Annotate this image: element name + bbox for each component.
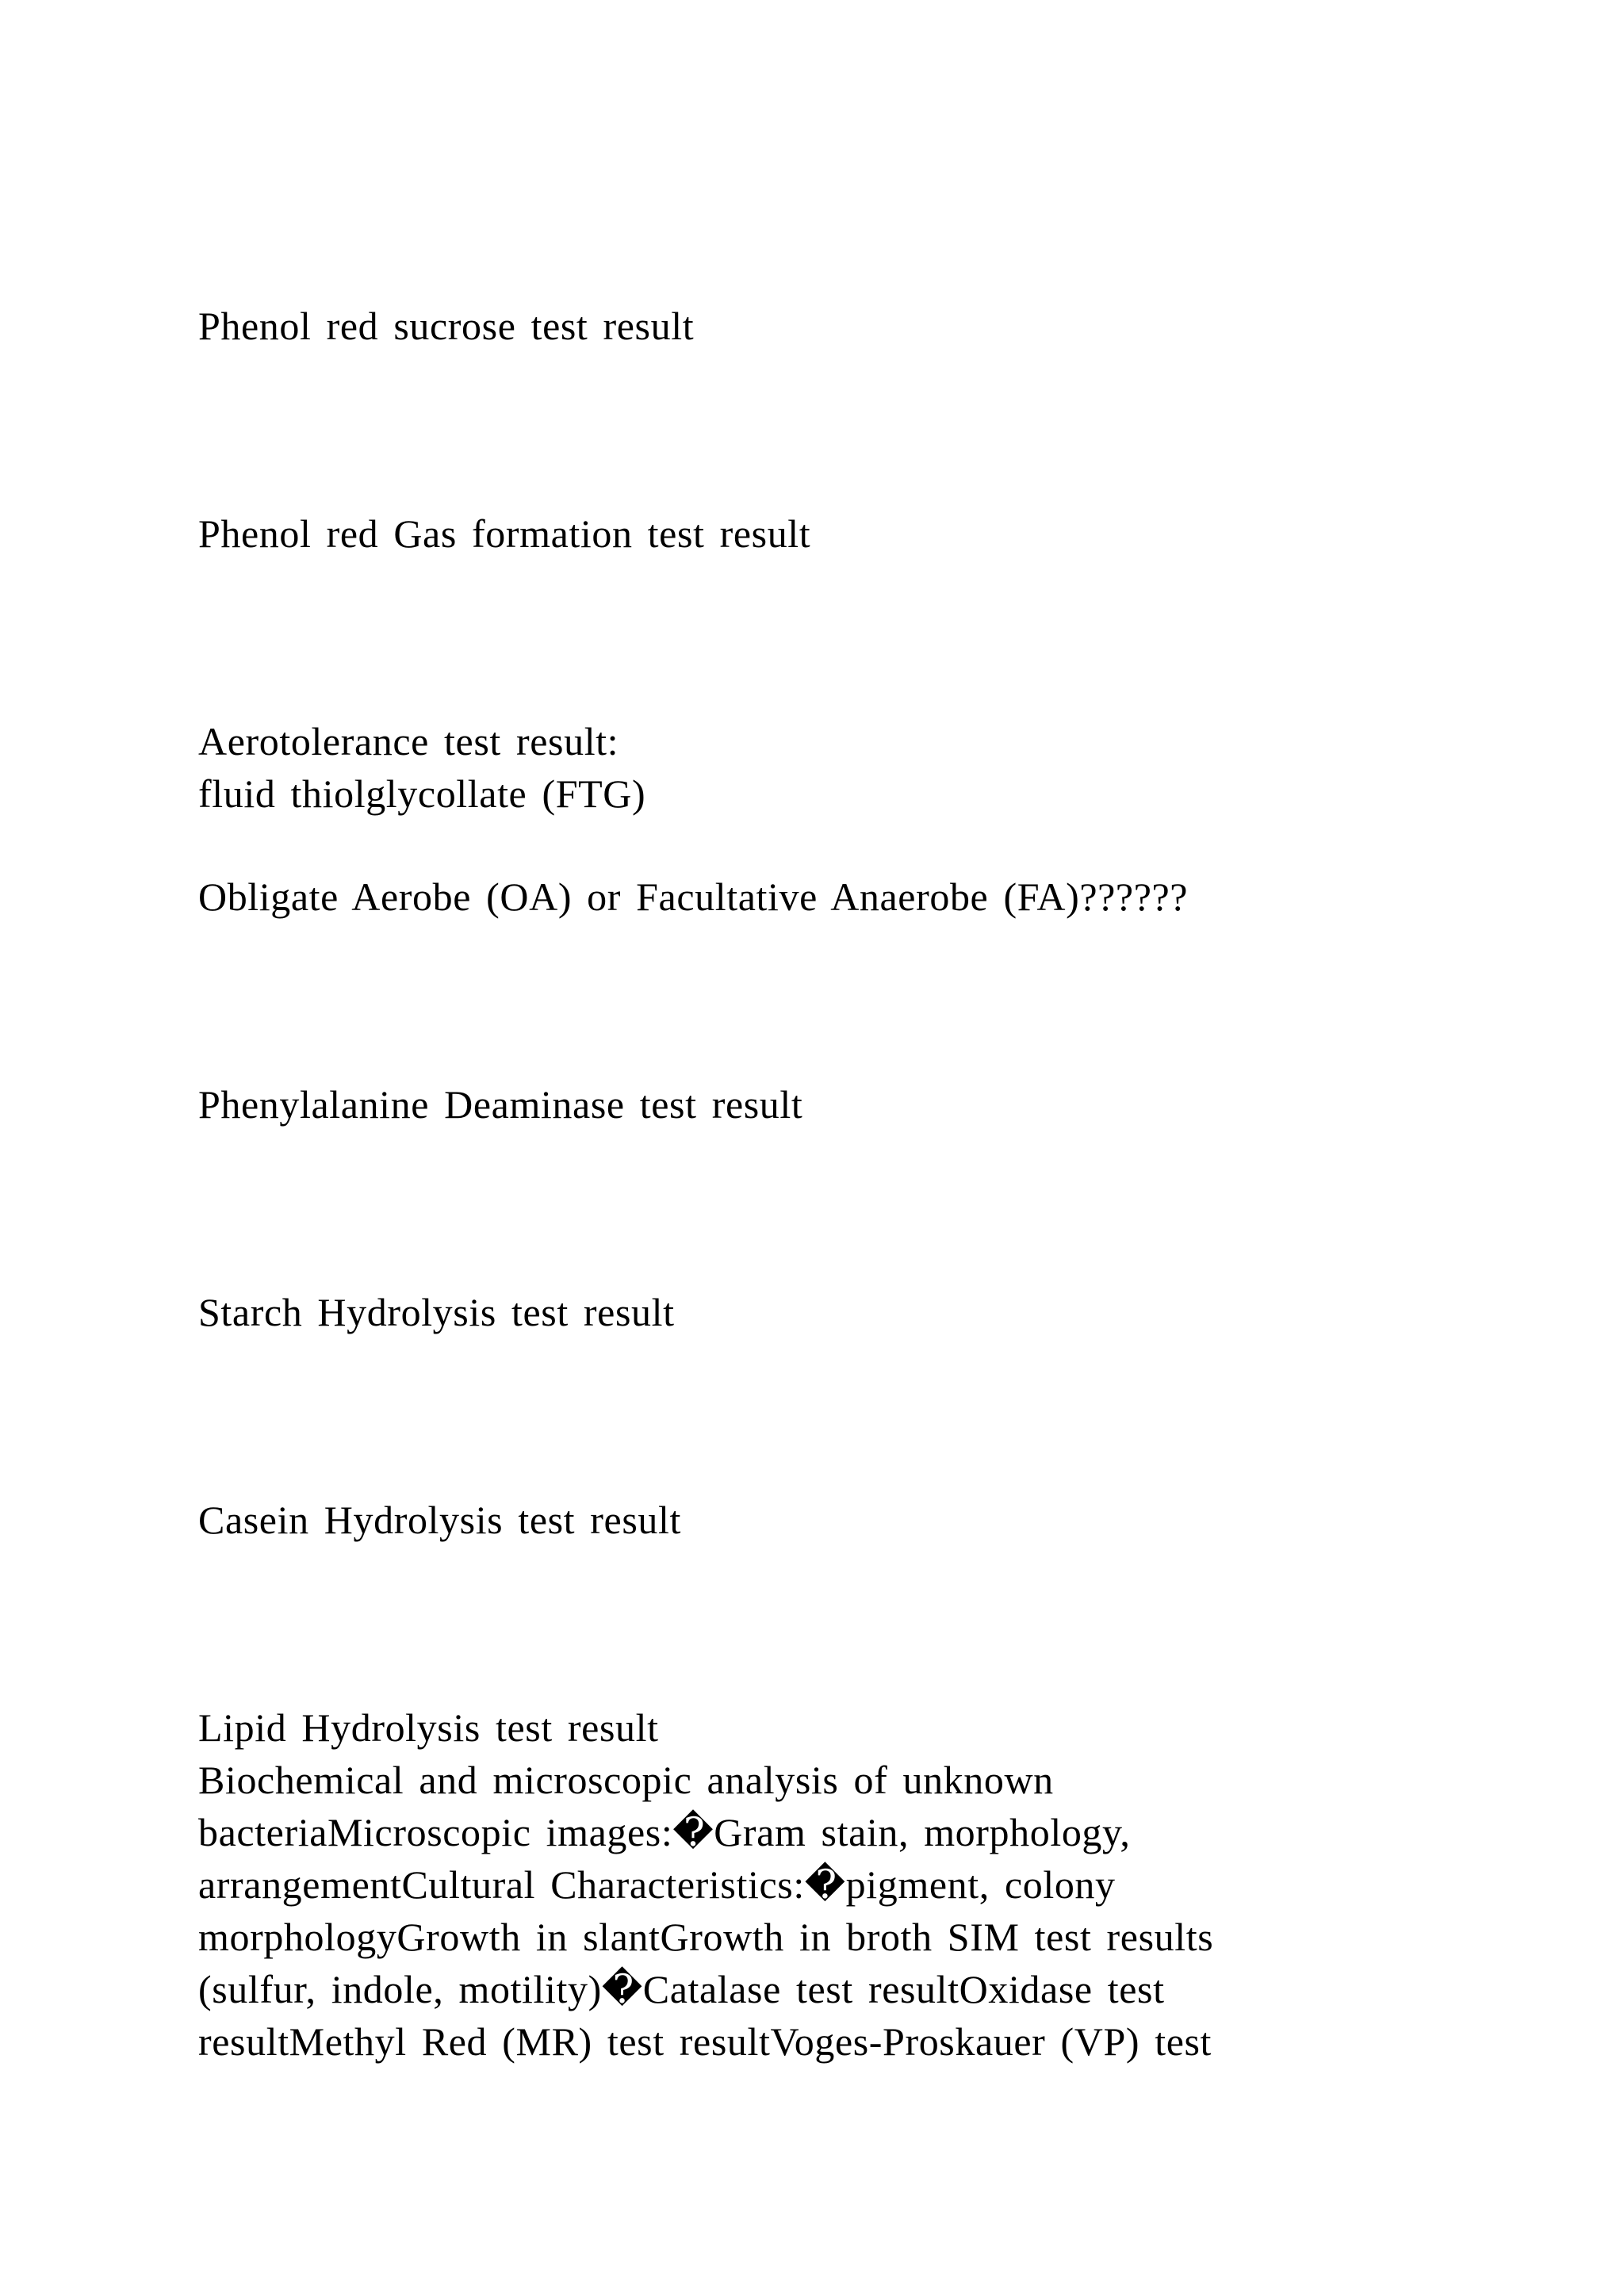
- phenylalanine-deaminase-heading: Phenylalanine Deaminase test result: [198, 1082, 803, 1127]
- paragraph-line: (sulfur, indole, motility)�Catalase test resultOxidase test: [198, 1967, 1165, 2011]
- paragraph-line: morphologyGrowth in slantGrowth in broth SIM test results: [198, 1915, 1214, 1959]
- casein-hydrolysis-heading: Casein Hydrolysis test result: [198, 1498, 681, 1542]
- paragraph-line: bacteriaMicroscopic images:�Gram stain, morphology,: [198, 1810, 1131, 1854]
- aerotolerance-question: Obligate Aerobe (OA) or Facultative Anaerobe (FA)??????: [198, 874, 1189, 919]
- aerotolerance-medium: fluid thiolglycollate (FTG): [198, 771, 646, 816]
- lipid-hydrolysis-heading: Lipid Hydrolysis test result: [198, 1705, 659, 1750]
- paragraph-line: Biochemical and microscopic analysis of unknown: [198, 1758, 1054, 1802]
- paragraph-line: resultMethyl Red (MR) test resultVoges-Proskauer (VP) test: [198, 2019, 1212, 2064]
- phenol-red-sucrose-heading: Phenol red sucrose test result: [198, 304, 695, 348]
- aerotolerance-heading: Aerotolerance test result:: [198, 719, 619, 763]
- paragraph-line: arrangementCultural Characteristics:�pigment, colony: [198, 1862, 1116, 1907]
- phenol-red-gas-heading: Phenol red Gas formation test result: [198, 511, 811, 556]
- starch-hydrolysis-heading: Starch Hydrolysis test result: [198, 1290, 675, 1334]
